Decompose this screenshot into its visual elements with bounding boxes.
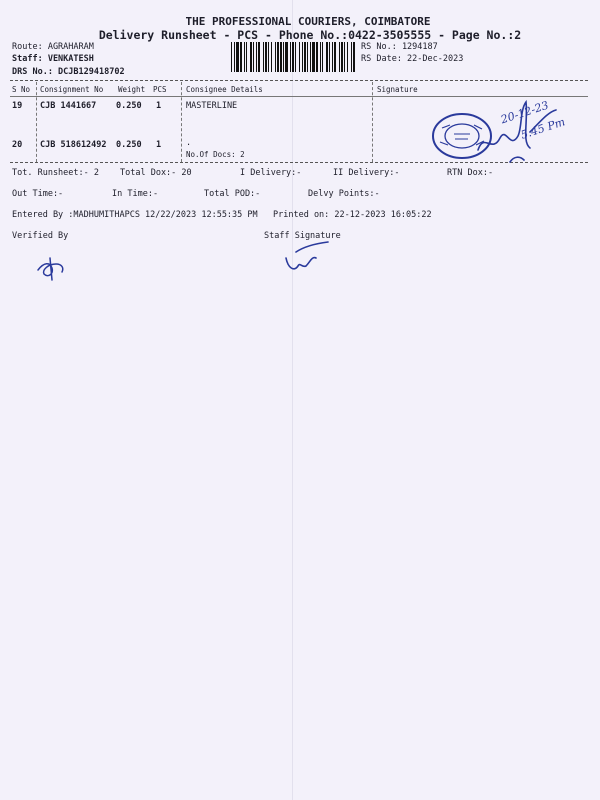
rs-number: RS No.: 1294187 xyxy=(361,42,438,52)
column-divider xyxy=(36,82,37,162)
col-header-pcs: PCS xyxy=(153,85,167,94)
paper-fold-line xyxy=(292,0,293,800)
col-header-sno: S No xyxy=(12,85,31,94)
total-dox: Total Dox:- 20 xyxy=(120,168,192,178)
row-19-consignment: CJB 1441667 xyxy=(40,101,97,111)
row-20-consignee: . xyxy=(186,138,192,148)
out-time: Out Time:- xyxy=(12,189,64,199)
row-19-pcs: 1 xyxy=(156,101,162,111)
handwritten-date: 20-12-23 xyxy=(499,98,551,127)
col-header-signature: Signature xyxy=(377,85,418,94)
in-time: In Time:- xyxy=(112,189,159,199)
column-divider xyxy=(181,82,182,162)
runsheet-subtitle: Delivery Runsheet - PCS - Phone No.:0422-3505555 - Page No.:2 xyxy=(98,28,522,42)
row-20-pcs: 1 xyxy=(156,140,162,150)
table-top-rule xyxy=(10,80,588,81)
col-header-weight: Weight xyxy=(118,85,146,94)
staff-signature xyxy=(282,238,334,278)
row-20-consignment: CJB 518612492 xyxy=(40,140,107,150)
tot-runsheet: Tot. Runsheet:- 2 xyxy=(12,168,99,178)
printed-on: Printed on: 22-12-2023 16:05:22 xyxy=(273,210,432,220)
route-label: Route: AGRAHARAM xyxy=(12,42,94,52)
company-title: THE PROFESSIONAL COURIERS, COIMBATORE xyxy=(185,15,431,28)
col-header-consignee: Consignee Details xyxy=(186,85,263,94)
drs-number: DRS No.: DCJB129418702 xyxy=(12,67,125,77)
total-pod: Total POD:- xyxy=(204,189,261,199)
ii-delivery: II Delivery:- xyxy=(333,168,400,178)
rtn-dox: RTN Dox:- xyxy=(447,168,494,178)
row-19-consignee: MASTERLINE xyxy=(186,101,238,111)
col-header-consignment: Consignment No xyxy=(40,85,104,94)
staff-signature-label: Staff Signature xyxy=(264,231,341,241)
row-20-doc-count: No.Of Docs: 2 xyxy=(186,150,245,159)
staff-label: Staff: VENKATESH xyxy=(12,54,94,64)
row-20-sno: 20 xyxy=(12,140,23,150)
delvy-points: Delvy Points:- xyxy=(308,189,380,199)
entered-by: Entered By :MADHUMITHAPCS 12/22/2023 12:55:35 PM xyxy=(12,210,258,220)
rs-date: RS Date: 22-Dec-2023 xyxy=(361,54,464,64)
verifier-signature xyxy=(32,254,74,282)
handwritten-time: 5.45 Pm xyxy=(519,115,567,142)
i-delivery: I Delivery:- xyxy=(240,168,302,178)
barcode xyxy=(231,42,355,72)
row-20-weight: 0.250 xyxy=(116,140,142,150)
verified-by-label: Verified By xyxy=(12,231,69,241)
column-divider xyxy=(372,82,373,162)
row-19-weight: 0.250 xyxy=(116,101,142,111)
row-19-sno: 19 xyxy=(12,101,23,111)
